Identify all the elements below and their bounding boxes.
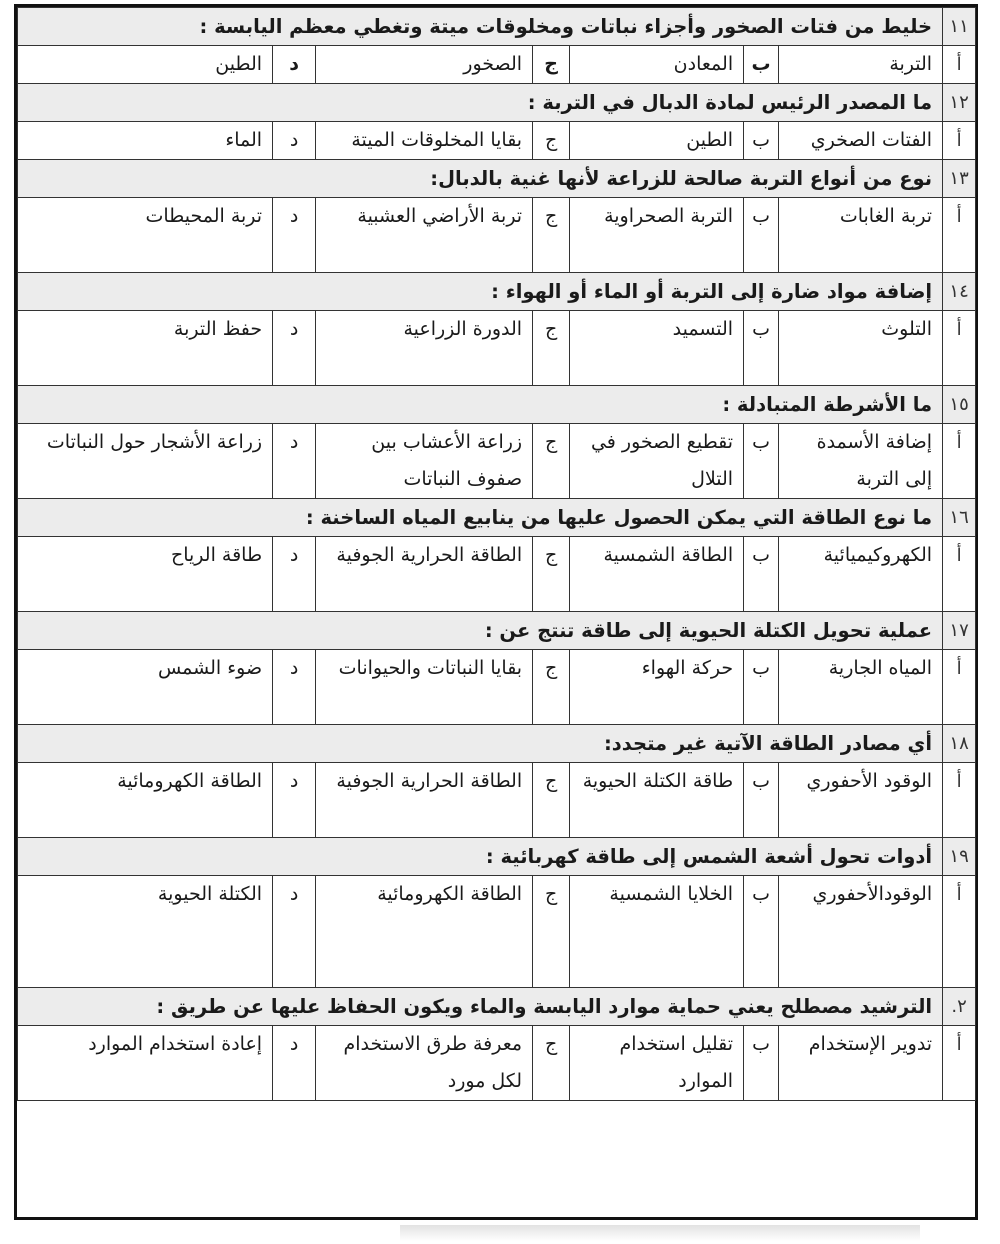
question-number: ١٦ (943, 499, 976, 537)
question-number: ٢. (943, 988, 976, 1026)
options-row (18, 122, 976, 160)
option-letter: ج (533, 650, 570, 725)
option-text: الدورة الزراعية (316, 311, 533, 386)
options-row (18, 537, 976, 612)
option-text: تقليل استخدام الموارد (570, 1026, 744, 1101)
option-letter: ج (533, 46, 570, 84)
option-text: الطين (570, 122, 744, 160)
option-letter: ج (533, 122, 570, 160)
question-row (18, 499, 976, 537)
option-letter: ب (744, 311, 779, 386)
option-letter: د (273, 46, 316, 84)
option-text: حركة الهواء (570, 650, 744, 725)
option-letter: د (273, 1026, 316, 1101)
question-row (18, 838, 976, 876)
question-text: أدوات تحول أشعة الشمس إلى طاقة كهربائية : (18, 838, 943, 876)
option-text: زراعة الأعشاب بين صفوف النباتات (316, 424, 533, 499)
question-number: ١٩ (943, 838, 976, 876)
options-row (18, 311, 976, 386)
option-text: التربة (779, 46, 943, 84)
option-letter: ب (744, 876, 779, 988)
option-letter: د (273, 650, 316, 725)
option-text: إضافة الأسمدة إلى التربة (779, 424, 943, 499)
question-row (18, 8, 976, 46)
option-letter: ب (744, 763, 779, 838)
option-text: الوقود الأحفوري (779, 763, 943, 838)
option-text: تربة الغابات (779, 198, 943, 273)
options-row (18, 876, 976, 988)
question-number: ١٢ (943, 84, 976, 122)
question-text: خليط من فتات الصخور وأجزاء نباتات ومخلوقات ميتة وتغطي معظم اليابسة : (18, 8, 943, 46)
page-shadow (400, 1225, 920, 1241)
question-number: ١٨ (943, 725, 976, 763)
option-text: التربة الصحراوية (570, 198, 744, 273)
option-letter: ج (533, 1026, 570, 1101)
option-letter: ج (533, 763, 570, 838)
option-text: إعادة استخدام الموارد (18, 1026, 273, 1101)
option-letter: ج (533, 424, 570, 499)
question-row (18, 988, 976, 1026)
option-letter: أ (943, 1026, 976, 1101)
question-row (18, 84, 976, 122)
option-text: الماء (18, 122, 273, 160)
option-letter: ج (533, 311, 570, 386)
option-text: الكتلة الحيوية (18, 876, 273, 988)
option-letter: أ (943, 424, 976, 499)
options-row (18, 1026, 976, 1101)
option-letter: أ (943, 311, 976, 386)
question-row (18, 273, 976, 311)
option-text: التلوث (779, 311, 943, 386)
question-text: ما الأشرطة المتبادلة : (18, 386, 943, 424)
option-letter: ب (744, 122, 779, 160)
question-number: ١٣ (943, 160, 976, 198)
option-text: المياه الجارية (779, 650, 943, 725)
option-letter: د (273, 876, 316, 988)
question-text: إضافة مواد ضارة إلى التربة أو الماء أو الهواء : (18, 273, 943, 311)
option-text: تربة الأراضي العشبية (316, 198, 533, 273)
option-letter: د (273, 198, 316, 273)
question-text: نوع من أنواع التربة صالحة للزراعة لأنها غنية بالدبال: (18, 160, 943, 198)
option-letter: أ (943, 876, 976, 988)
option-letter: د (273, 122, 316, 160)
worksheet (14, 4, 978, 1220)
question-row (18, 160, 976, 198)
option-letter: ب (744, 46, 779, 84)
option-letter: د (273, 763, 316, 838)
options-row (18, 198, 976, 273)
options-row (18, 763, 976, 838)
option-text: طاقة الرياح (18, 537, 273, 612)
options-row (18, 46, 976, 84)
option-letter: ج (533, 537, 570, 612)
option-letter: أ (943, 46, 976, 84)
option-letter: ب (744, 650, 779, 725)
option-letter: أ (943, 763, 976, 838)
question-number: ١٥ (943, 386, 976, 424)
option-text: الكهروكيميائية (779, 537, 943, 612)
option-text: معرفة طرق الاستخدام لكل مورد (316, 1026, 533, 1101)
option-letter: ب (744, 1026, 779, 1101)
option-text: التسميد (570, 311, 744, 386)
question-number: ١٧ (943, 612, 976, 650)
option-text: الخلايا الشمسية (570, 876, 744, 988)
option-text: تقطيع الصخور في التلال (570, 424, 744, 499)
option-text: المعادن (570, 46, 744, 84)
option-text: الطاقة الكهرومائية (18, 763, 273, 838)
option-letter: د (273, 537, 316, 612)
options-row (18, 650, 976, 725)
option-letter: ب (744, 537, 779, 612)
option-text: الطاقة الحرارية الجوفية (316, 763, 533, 838)
option-text: الفتات الصخري (779, 122, 943, 160)
option-text: زراعة الأشجار حول النباتات (18, 424, 273, 499)
question-number: ١٤ (943, 273, 976, 311)
option-text: ضوء الشمس (18, 650, 273, 725)
option-text: الصخور (316, 46, 533, 84)
option-letter: أ (943, 537, 976, 612)
question-text: الترشيد مصطلح يعني حماية موارد اليابسة والماء ويكون الحفاظ عليها عن طريق : (18, 988, 943, 1026)
question-text: أي مصادر الطاقة الآتية غير متجدد: (18, 725, 943, 763)
option-letter: ج (533, 198, 570, 273)
option-text: طاقة الكتلة الحيوية (570, 763, 744, 838)
option-text: بقايا المخلوقات الميتة (316, 122, 533, 160)
option-letter: أ (943, 122, 976, 160)
option-letter: أ (943, 198, 976, 273)
option-text: حفظ التربة (18, 311, 273, 386)
question-text: عملية تحويل الكتلة الحيوية إلى طاقة تنتج عن : (18, 612, 943, 650)
question-number: ١١ (943, 8, 976, 46)
question-row (18, 725, 976, 763)
options-row (18, 424, 976, 499)
option-text: تربة المحيطات (18, 198, 273, 273)
option-text: بقايا النباتات والحيوانات (316, 650, 533, 725)
option-text: الطين (18, 46, 273, 84)
option-letter: ب (744, 198, 779, 273)
question-row (18, 386, 976, 424)
option-text: الطاقة الكهرومائية (316, 876, 533, 988)
option-letter: د (273, 311, 316, 386)
question-text: ما نوع الطاقة التي يمكن الحصول عليها من ينابيع المياه الساخنة : (18, 499, 943, 537)
questions-table (17, 7, 976, 1101)
question-row (18, 612, 976, 650)
question-text: ما المصدر الرئيس لمادة الدبال في التربة : (18, 84, 943, 122)
option-text: الطاقة الشمسية (570, 537, 744, 612)
option-letter: ب (744, 424, 779, 499)
option-letter: د (273, 424, 316, 499)
option-letter: ج (533, 876, 570, 988)
option-text: الطاقة الحرارية الجوفية (316, 537, 533, 612)
option-text: تدوير الإستخدام (779, 1026, 943, 1101)
option-letter: أ (943, 650, 976, 725)
option-text: الوقودالأحفوري (779, 876, 943, 988)
